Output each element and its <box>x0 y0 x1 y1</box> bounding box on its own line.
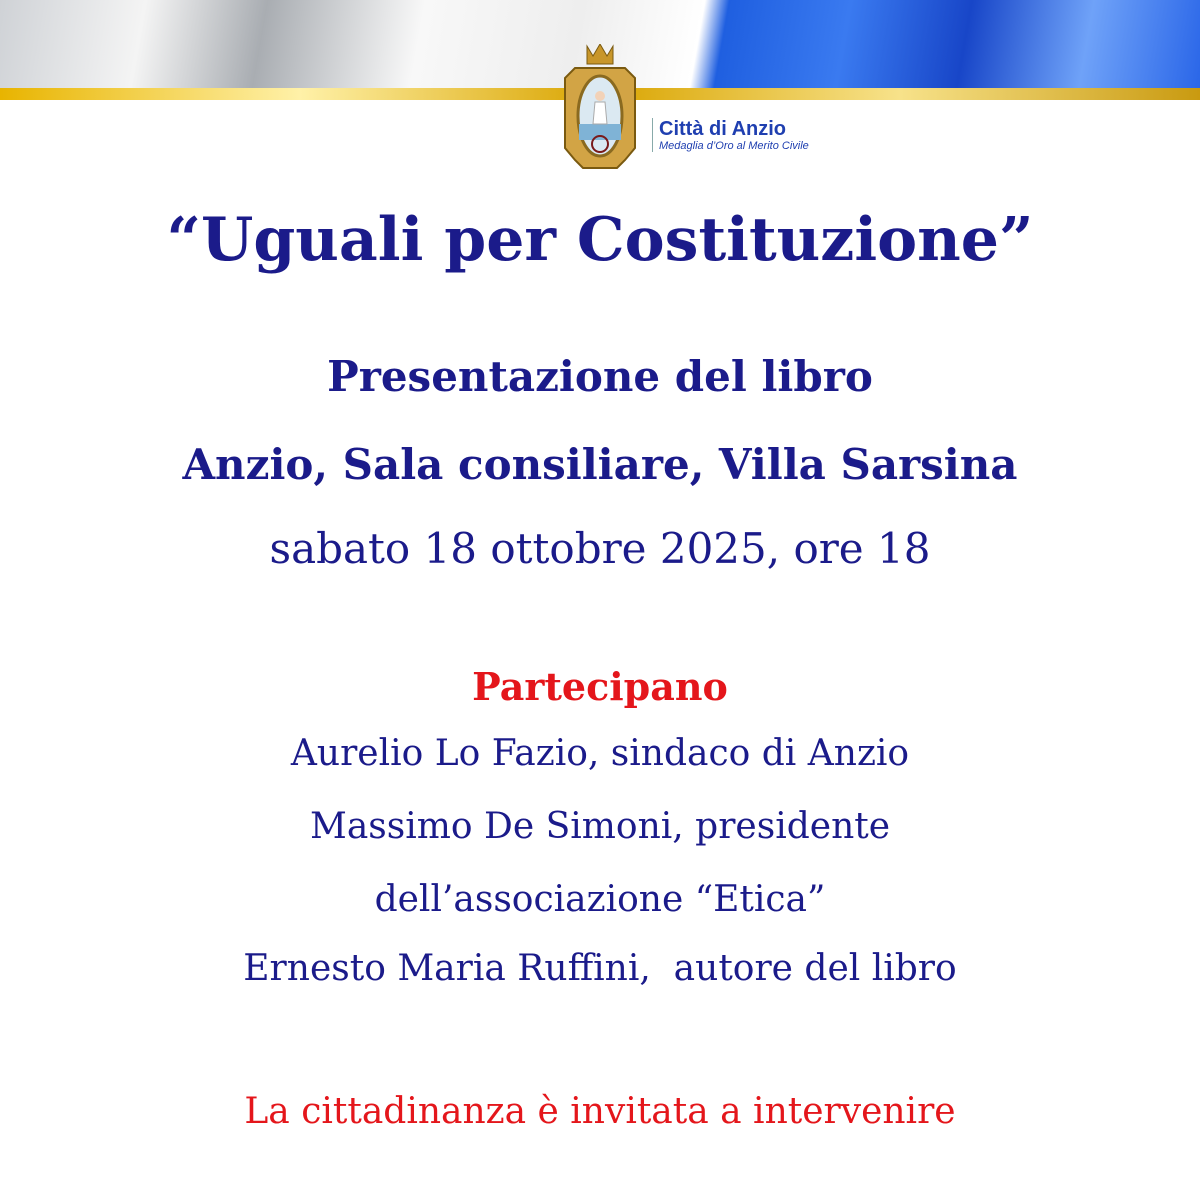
event-datetime: sabato 18 ottobre 2025, ore 18 <box>269 524 931 573</box>
participant-line: Aurelio Lo Fazio, sindaco di Anzio <box>290 733 910 774</box>
city-name: Città di Anzio <box>659 118 787 140</box>
city-subtitle: Medaglia d’Oro al Merito Civile <box>659 140 809 152</box>
participant-line: dell’associazione “Etica” <box>374 879 826 920</box>
event-venue: Anzio, Sala consiliare, Villa Sarsina <box>182 440 1018 489</box>
participant-line: Ernesto Maria Ruffini, autore del libro <box>243 948 957 989</box>
city-crest-logo <box>557 44 643 172</box>
event-subtitle: Presentazione del libro <box>327 352 873 401</box>
event-title: “Uguali per Costituzione” <box>166 205 1034 275</box>
invitation-text: La cittadinanza è invitata a intervenire <box>244 1091 956 1132</box>
city-brand <box>652 118 809 152</box>
participants-heading: Partecipano <box>472 664 728 709</box>
participant-line: Massimo De Simoni, presidente <box>309 806 891 847</box>
